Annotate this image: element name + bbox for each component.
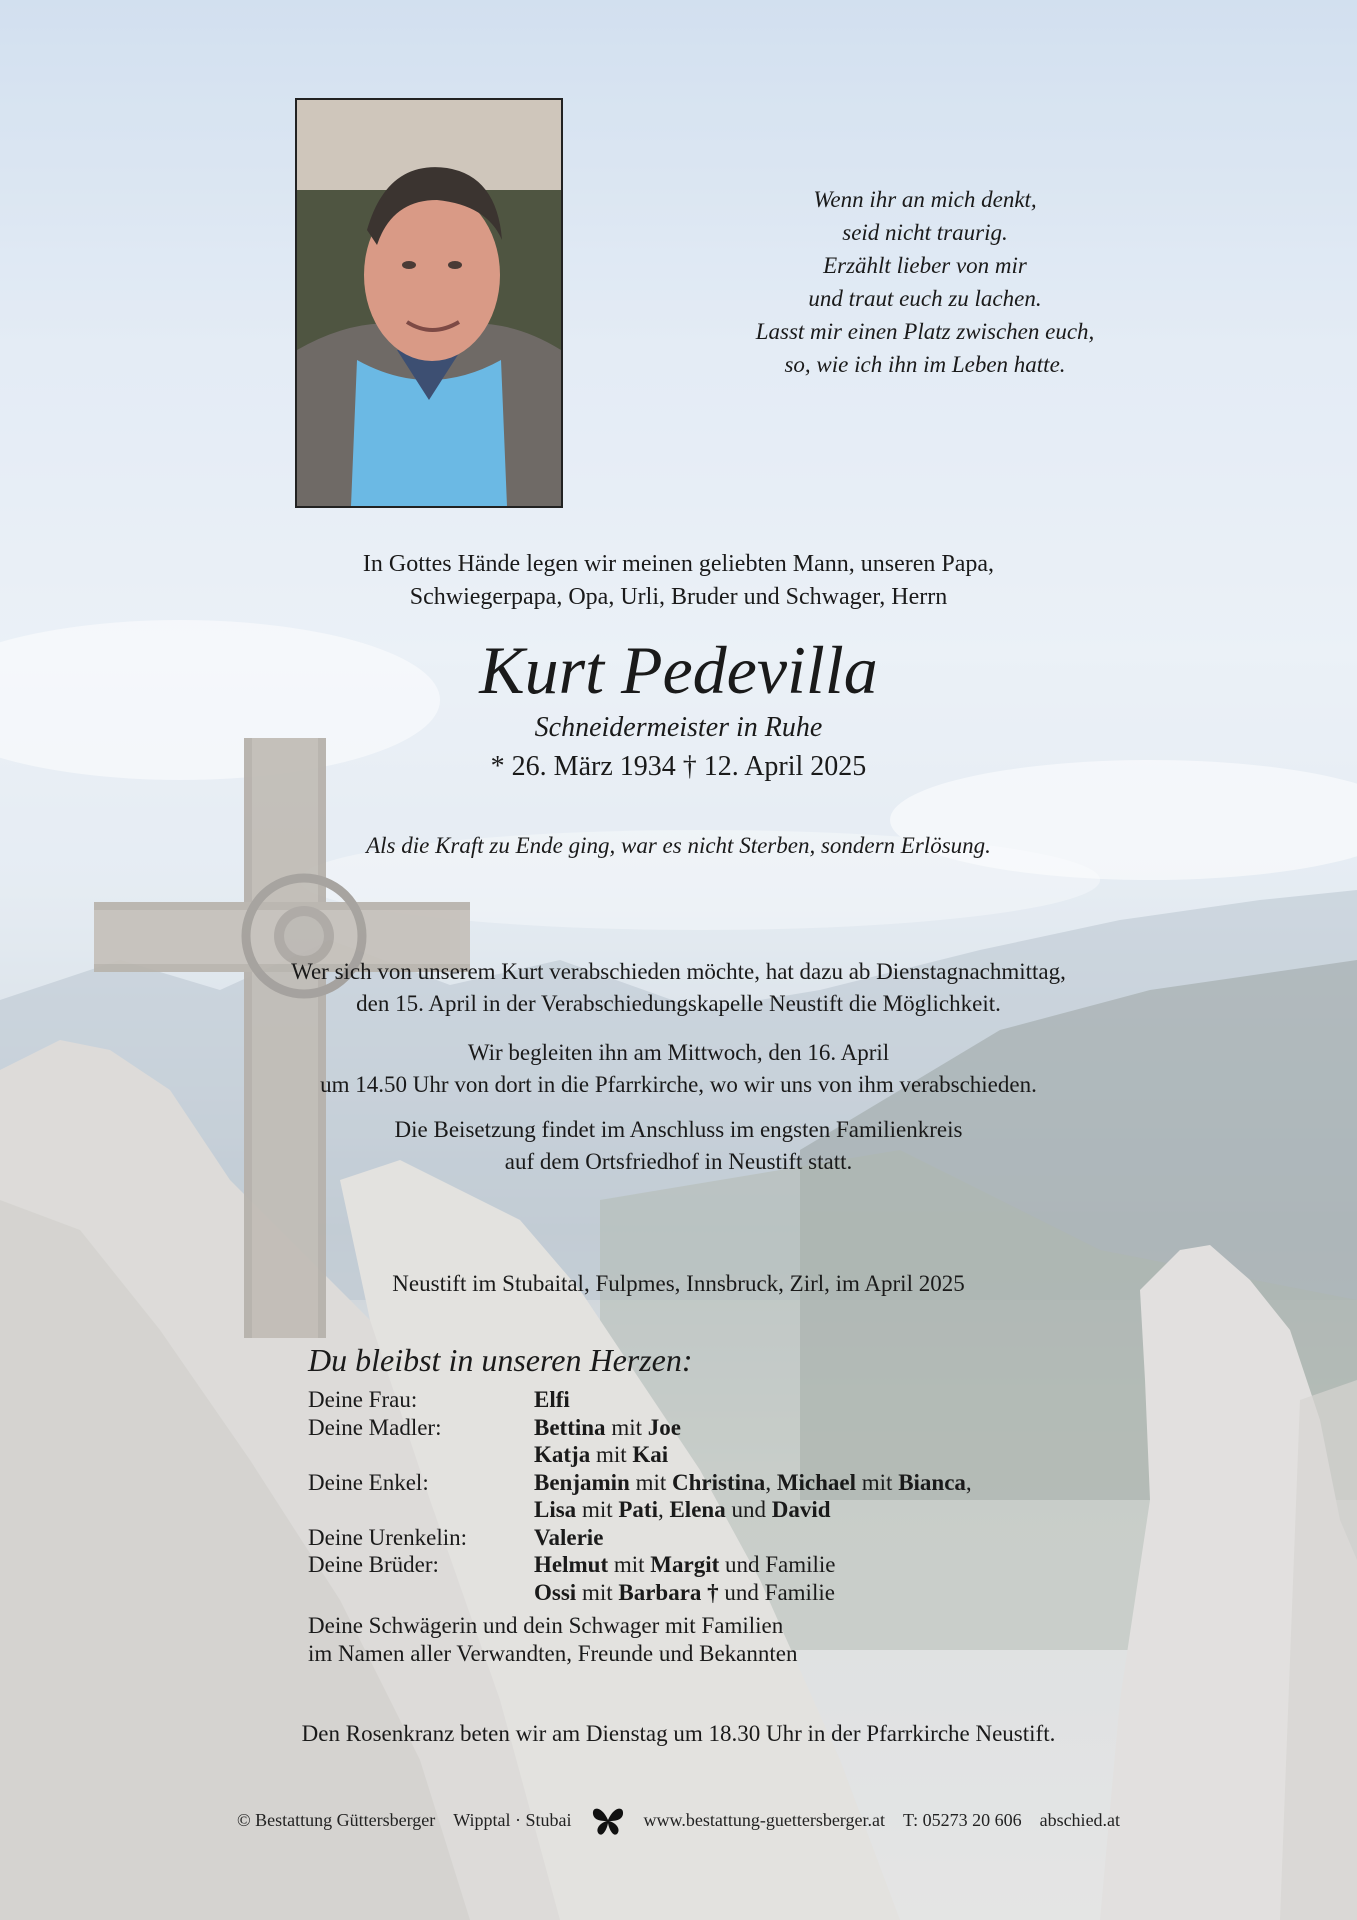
family-member-name: Elfi [534, 1387, 570, 1412]
intro-line: Schwiegerpapa, Opa, Urli, Bruder und Schwager, Herrn [409, 584, 948, 610]
quote: Als die Kraft zu Ende ging, war es nicht Sterben, sondern Erlösung. [366, 833, 991, 858]
family-row [308, 1524, 1108, 1552]
family-connector: mit [629, 1469, 673, 1495]
family-relation [308, 1579, 534, 1607]
family-section [308, 1340, 1108, 1667]
family-relation [308, 1496, 534, 1524]
family-connector: , [765, 1469, 777, 1495]
family-member-name: Joe [647, 1414, 681, 1440]
burial-paragraph [0, 1114, 1357, 1178]
intro-line: In Gottes Hände legen wir meinen geliebten Mann, unseren Papa, [362, 551, 995, 577]
family-connector: mit [576, 1497, 619, 1522]
family-member-name: Ossi [534, 1579, 577, 1605]
family-row [308, 1496, 1108, 1524]
family-member-name: Benjamin [534, 1469, 630, 1495]
family-connector: und Familie [718, 1579, 835, 1605]
closing-line: Deine Schwägerin und dein Schwager mit Familien [308, 1613, 784, 1638]
family-relation: Deine Brüder: [308, 1552, 439, 1577]
paragraph-line: auf dem Ortsfriedhof in Neustift statt. [504, 1149, 853, 1174]
deceased-name: Kurt Pedevilla [479, 632, 878, 708]
family-connector: mit [576, 1579, 619, 1605]
family-member-name: Helmut [534, 1552, 609, 1577]
family-connector: und Familie [719, 1552, 836, 1577]
family-member-name: Bettina [534, 1414, 606, 1440]
person-portrait-icon [297, 100, 561, 506]
family-connector: , [965, 1469, 972, 1495]
poem-line: und traut euch zu lachen. [808, 286, 1042, 311]
life-dates: * 26. März 1934 † 12. April 2025 [490, 751, 867, 782]
family-relation: Deine Enkel: [308, 1469, 429, 1495]
family-member-name: Margit [650, 1552, 720, 1577]
closing-line: im Namen aller Verwandten, Freunde und Bekannten [308, 1640, 798, 1666]
family-connector: mit [605, 1414, 648, 1440]
family-row [308, 1551, 1108, 1579]
family-connector: und [725, 1497, 772, 1522]
family-names [534, 1414, 681, 1442]
family-member-name: Valerie [534, 1524, 604, 1550]
family-member-name: Kai [632, 1442, 669, 1467]
footer [0, 1802, 1357, 1838]
rosary-notice: Den Rosenkranz beten wir am Dienstag um 18.30 Uhr in der Pfarrkirche Neustift. [301, 1721, 1056, 1746]
family-relation [308, 1441, 534, 1469]
family-member-name: Elena [669, 1497, 726, 1522]
butterfly-icon [590, 1802, 626, 1838]
family-member-name: Bianca [898, 1469, 966, 1495]
family-row [308, 1579, 1108, 1607]
paragraph-line: Die Beisetzung findet im Anschluss im engsten Familienkreis [394, 1117, 963, 1142]
portrait-photo [295, 98, 563, 508]
footer-company: © Bestattung Güttersberger [236, 1809, 436, 1830]
family-names [534, 1524, 603, 1552]
family-names [534, 1469, 972, 1497]
family-names [534, 1496, 831, 1524]
family-names [534, 1579, 835, 1607]
poem-line: so, wie ich ihn im Leben hatte. [784, 352, 1066, 377]
poem [690, 183, 1160, 381]
family-member-name: David [771, 1497, 831, 1522]
family-member-name: Barbara † [618, 1579, 719, 1605]
paragraph-line: Wer sich von unserem Kurt verabschieden möchte, hat dazu ab Dienstagnachmittag, [291, 959, 1066, 984]
place-date: Neustift im Stubaital, Fulpmes, Innsbruck, Zirl, im April 2025 [392, 1271, 965, 1296]
family-names [534, 1386, 570, 1414]
paragraph-line: um 14.50 Uhr von dort in die Pfarrkirche, wo wir uns von ihm verabschieden. [320, 1072, 1037, 1097]
family-connector: mit [856, 1469, 899, 1495]
family-member-name: Pati [618, 1497, 658, 1522]
family-names [534, 1441, 668, 1469]
intro-text [0, 548, 1357, 614]
family-row [308, 1414, 1108, 1442]
footer-website-link[interactable]: www.bestattung-guettersberger.at [643, 1809, 885, 1830]
family-member-name: Lisa [534, 1497, 577, 1522]
family-row [308, 1469, 1108, 1497]
family-list [308, 1386, 1108, 1606]
poem-line: Lasst mir einen Platz zwischen euch, [755, 319, 1095, 344]
family-names [534, 1551, 836, 1579]
footer-site2-link[interactable]: abschied.at [1039, 1809, 1121, 1830]
family-relation: Deine Madler: [308, 1414, 442, 1440]
family-connector: , [657, 1497, 670, 1522]
family-row [308, 1441, 1108, 1469]
poem-line: Erzählt lieber von mir [823, 253, 1027, 278]
family-connector: mit [590, 1442, 633, 1467]
family-connector: mit [608, 1552, 651, 1577]
footer-region: Wipptal · Stubai [453, 1809, 572, 1830]
poem-line: seid nicht traurig. [842, 220, 1008, 245]
family-relation: Deine Urenkelin: [308, 1524, 468, 1550]
paragraph-line: den 15. April in der Verabschiedungskapelle Neustift die Möglichkeit. [356, 991, 1001, 1016]
family-member-name: Michael [776, 1469, 857, 1495]
family-member-name: Christina [672, 1469, 766, 1495]
family-closing [308, 1612, 1108, 1667]
family-row [308, 1386, 1108, 1414]
family-relation: Deine Frau: [308, 1387, 418, 1412]
paragraph-line: Wir begleiten ihn am Mittwoch, den 16. April [467, 1040, 890, 1065]
farewell-paragraph [0, 956, 1357, 1020]
poem-line: Wenn ihr an mich denkt, [813, 187, 1037, 212]
funeral-paragraph [0, 1037, 1357, 1101]
family-title: Du bleibst in unseren Herzen: [308, 1342, 693, 1378]
family-member-name: Katja [534, 1442, 591, 1467]
footer-phone: T: 05273 20 606 [902, 1809, 1022, 1830]
profession: Schneidermeister in Ruhe [534, 712, 823, 743]
